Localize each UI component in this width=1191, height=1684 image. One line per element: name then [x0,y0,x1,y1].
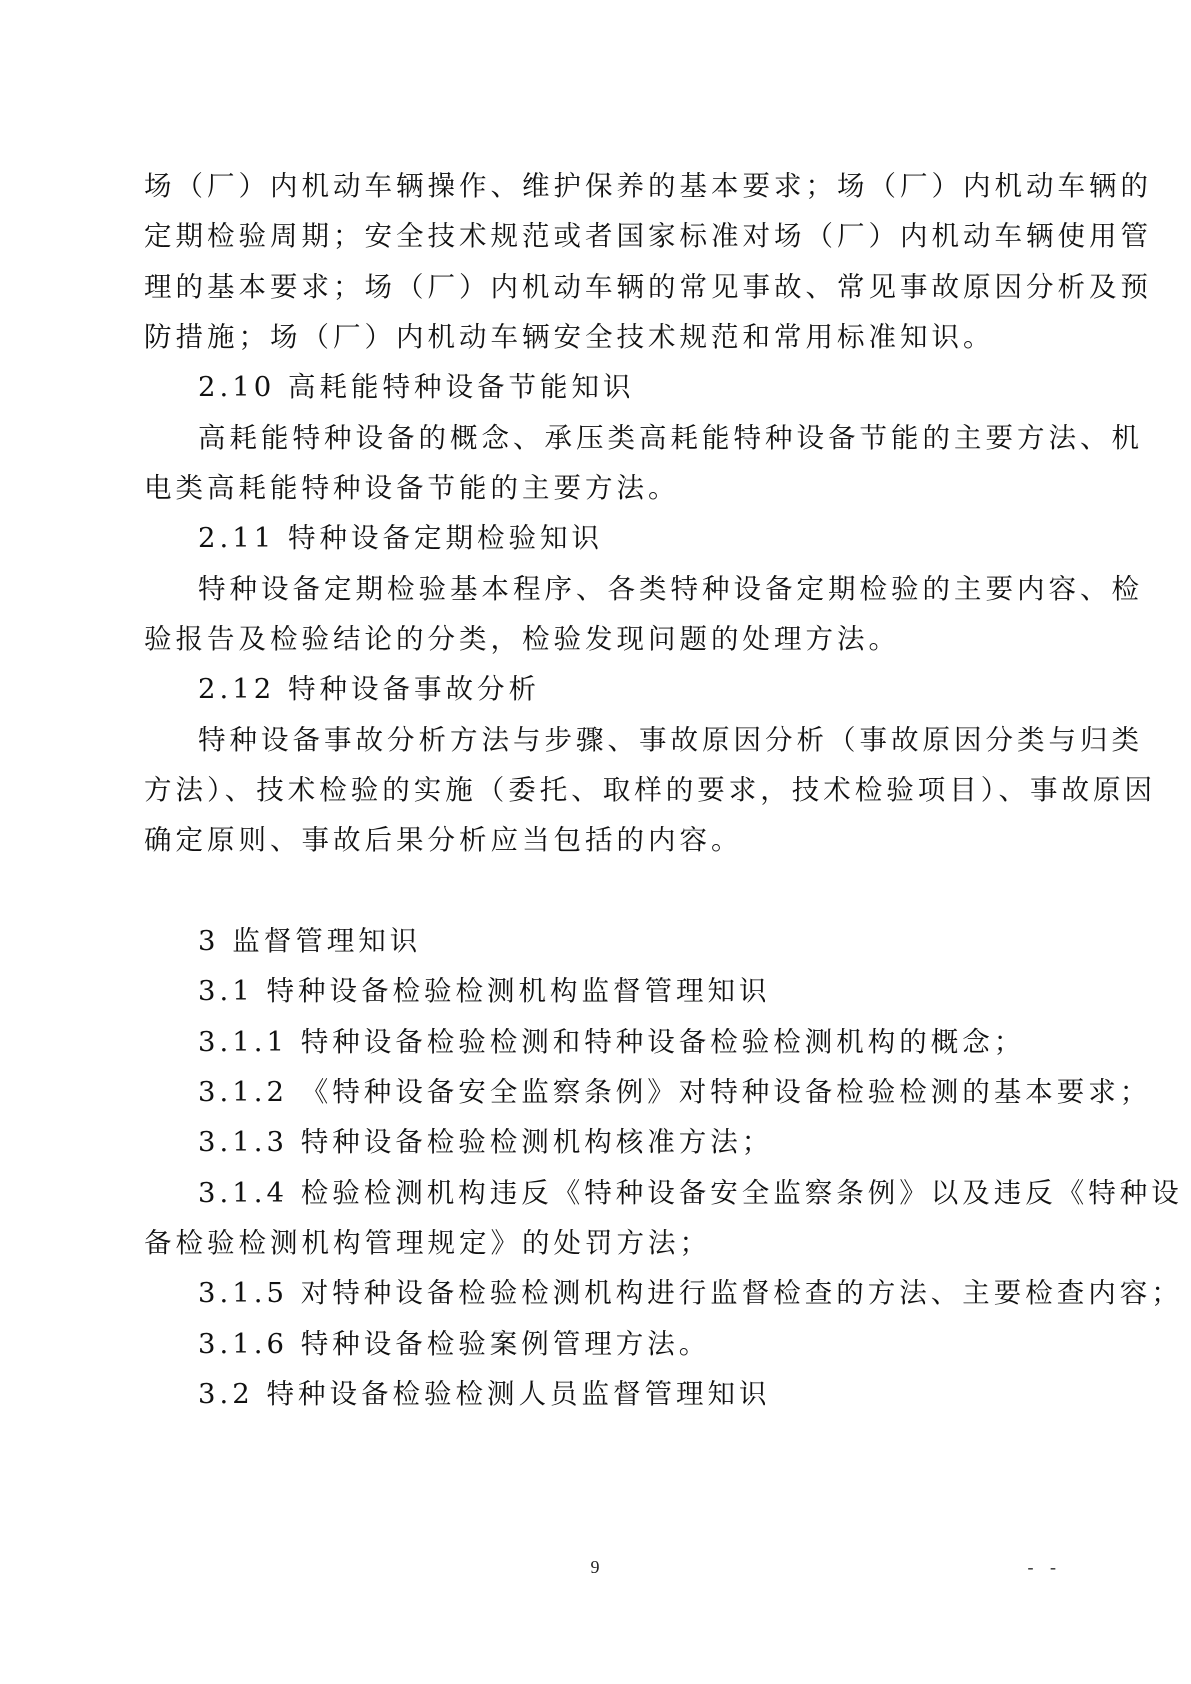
paragraph-line: 特种设备事故分析方法与步骤、事故原因分析（事故原因分类与归类 [198,724,1143,756]
list-item: 3.1.3 特种设备检验检测机构核准方法； [198,1126,774,1158]
section-heading: 2.12 特种设备事故分析 [198,673,540,705]
paragraph-line: 特种设备定期检验基本程序、各类特种设备定期检验的主要内容、检 [198,573,1143,605]
paragraph-line: 验报告及检验结论的分类，检验发现问题的处理方法。 [144,623,900,655]
list-item: 3.1.6 特种设备检验案例管理方法。 [198,1328,711,1360]
footer-mark: - - [1027,1557,1062,1577]
paragraph-line: 防措施；场（厂）内机动车辆安全技术规范和常用标准知识。 [144,321,995,353]
section-heading: 2.11 特种设备定期检验知识 [198,522,603,554]
paragraph-line: 方法）、技术检验的实施（委托、取样的要求，技术检验项目）、事故原因 [144,774,1156,806]
paragraph-line: 理的基本要求；场（厂）内机动车辆的常见事故、常见事故原因分析及预 [144,271,1152,303]
list-item-continuation: 备检验检测机构管理规定》的处罚方法； [144,1227,711,1259]
paragraph-line: 定期检验周期；安全技术规范或者国家标准对场（厂）内机动车辆使用管 [144,220,1152,252]
list-item: 3.1.2 《特种设备安全监察条例》对特种设备检验检测的基本要求； [198,1076,1152,1108]
section-heading: 3.2 特种设备检验检测人员监督管理知识 [198,1378,771,1410]
page-number: 9 [590,1557,600,1577]
list-item: 3.1.1 特种设备检验检测和特种设备检验检测机构的概念； [198,1026,1026,1058]
paragraph-line: 高耗能特种设备的概念、承压类高耗能特种设备节能的主要方法、机 [198,422,1143,454]
section-heading: 3.1 特种设备检验检测机构监督管理知识 [198,975,771,1007]
list-item: 3.1.5 对特种设备检验检测机构进行监督检查的方法、主要检查内容； [198,1277,1183,1309]
paragraph-line: 确定原则、事故后果分析应当包括的内容。 [144,824,743,856]
chapter-heading: 3 监督管理知识 [198,925,422,957]
paragraph-line: 场（厂）内机动车辆操作、维护保养的基本要求；场（厂）内机动车辆的 [144,170,1152,202]
section-heading: 2.10 高耗能特种设备节能知识 [198,371,635,403]
list-item: 3.1.4 检验检测机构违反《特种设备安全监察条例》以及违反《特种设 [198,1177,1183,1209]
paragraph-line: 电类高耗能特种设备节能的主要方法。 [144,472,680,504]
